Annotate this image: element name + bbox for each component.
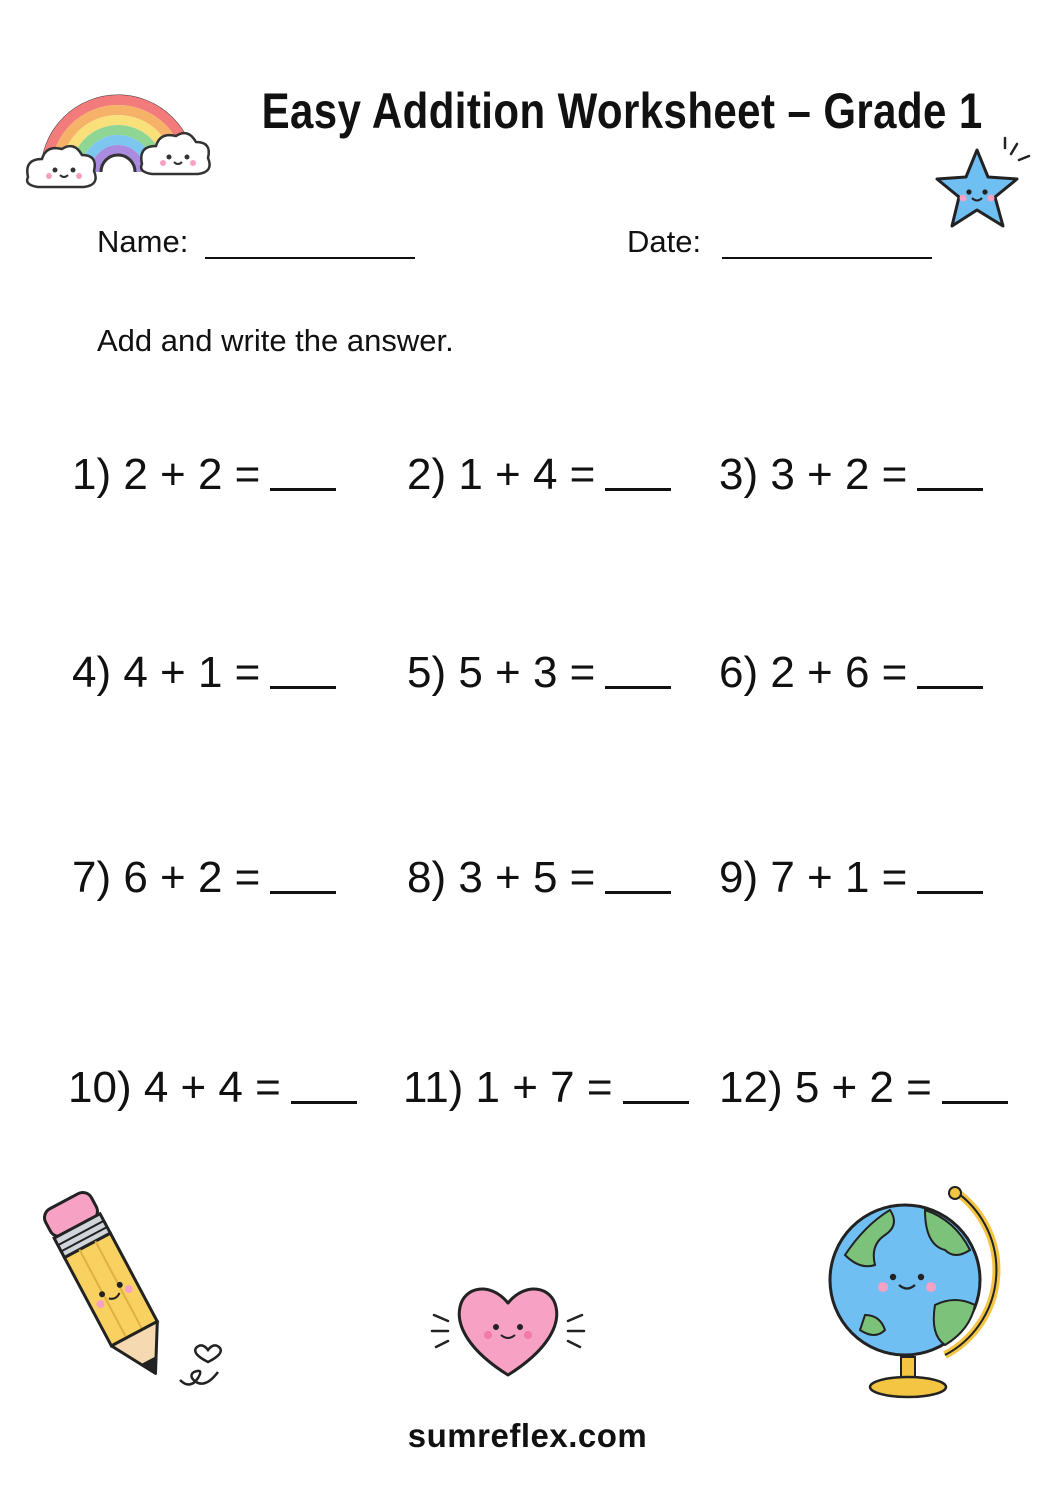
problem-label: 7) 6 + 2 = [72, 853, 261, 902]
problem-1 [72, 450, 336, 500]
answer-blank[interactable] [270, 488, 336, 491]
problem-label: 5) 5 + 3 = [407, 648, 596, 697]
problem-label: 3) 3 + 2 = [719, 450, 908, 499]
problem-7 [72, 853, 336, 903]
problem-label: 6) 2 + 6 = [719, 648, 908, 697]
problem-label: 11) 1 + 7 = [403, 1063, 613, 1112]
answer-blank[interactable] [605, 488, 671, 491]
star-icon [925, 132, 1040, 247]
problem-label: 8) 3 + 5 = [407, 853, 596, 902]
answer-blank[interactable] [605, 686, 671, 689]
problem-label: 12) 5 + 2 = [719, 1063, 932, 1112]
answer-blank[interactable] [917, 686, 983, 689]
name-label: Name: [97, 224, 189, 259]
problem-11 [403, 1063, 689, 1113]
answer-blank[interactable] [917, 488, 983, 491]
date-label: Date: [627, 224, 702, 259]
problem-3 [719, 450, 983, 500]
answer-blank[interactable] [291, 1101, 357, 1104]
problem-8 [407, 853, 671, 903]
answer-blank[interactable] [270, 891, 336, 894]
problem-label: 10) 4 + 4 = [68, 1063, 281, 1112]
name-field[interactable] [205, 257, 415, 259]
answer-blank[interactable] [942, 1101, 1008, 1104]
problem-4 [72, 648, 336, 698]
problem-label: 1) 2 + 2 = [72, 450, 261, 499]
rainbow-icon [20, 52, 215, 200]
problem-12 [719, 1063, 1008, 1113]
problem-label: 4) 4 + 1 = [72, 648, 261, 697]
globe-icon [825, 1185, 1015, 1405]
problem-9 [719, 853, 983, 903]
date-field[interactable] [722, 257, 932, 259]
problem-5 [407, 648, 671, 698]
answer-blank[interactable] [917, 891, 983, 894]
footer-url: sumreflex.com [407, 1417, 648, 1454]
problem-10 [68, 1063, 357, 1113]
problem-label: 2) 1 + 4 = [407, 450, 596, 499]
pencil-icon [30, 1180, 230, 1400]
problem-6 [719, 648, 983, 698]
heart-icon [428, 1275, 588, 1385]
answer-blank[interactable] [605, 891, 671, 894]
problem-2 [407, 450, 671, 500]
answer-blank[interactable] [270, 686, 336, 689]
answer-blank[interactable] [623, 1101, 689, 1104]
page-title: Easy Addition Worksheet – Grade 1 [261, 83, 983, 139]
instructions: Add and write the answer. [97, 323, 454, 358]
problem-label: 9) 7 + 1 = [719, 853, 908, 902]
